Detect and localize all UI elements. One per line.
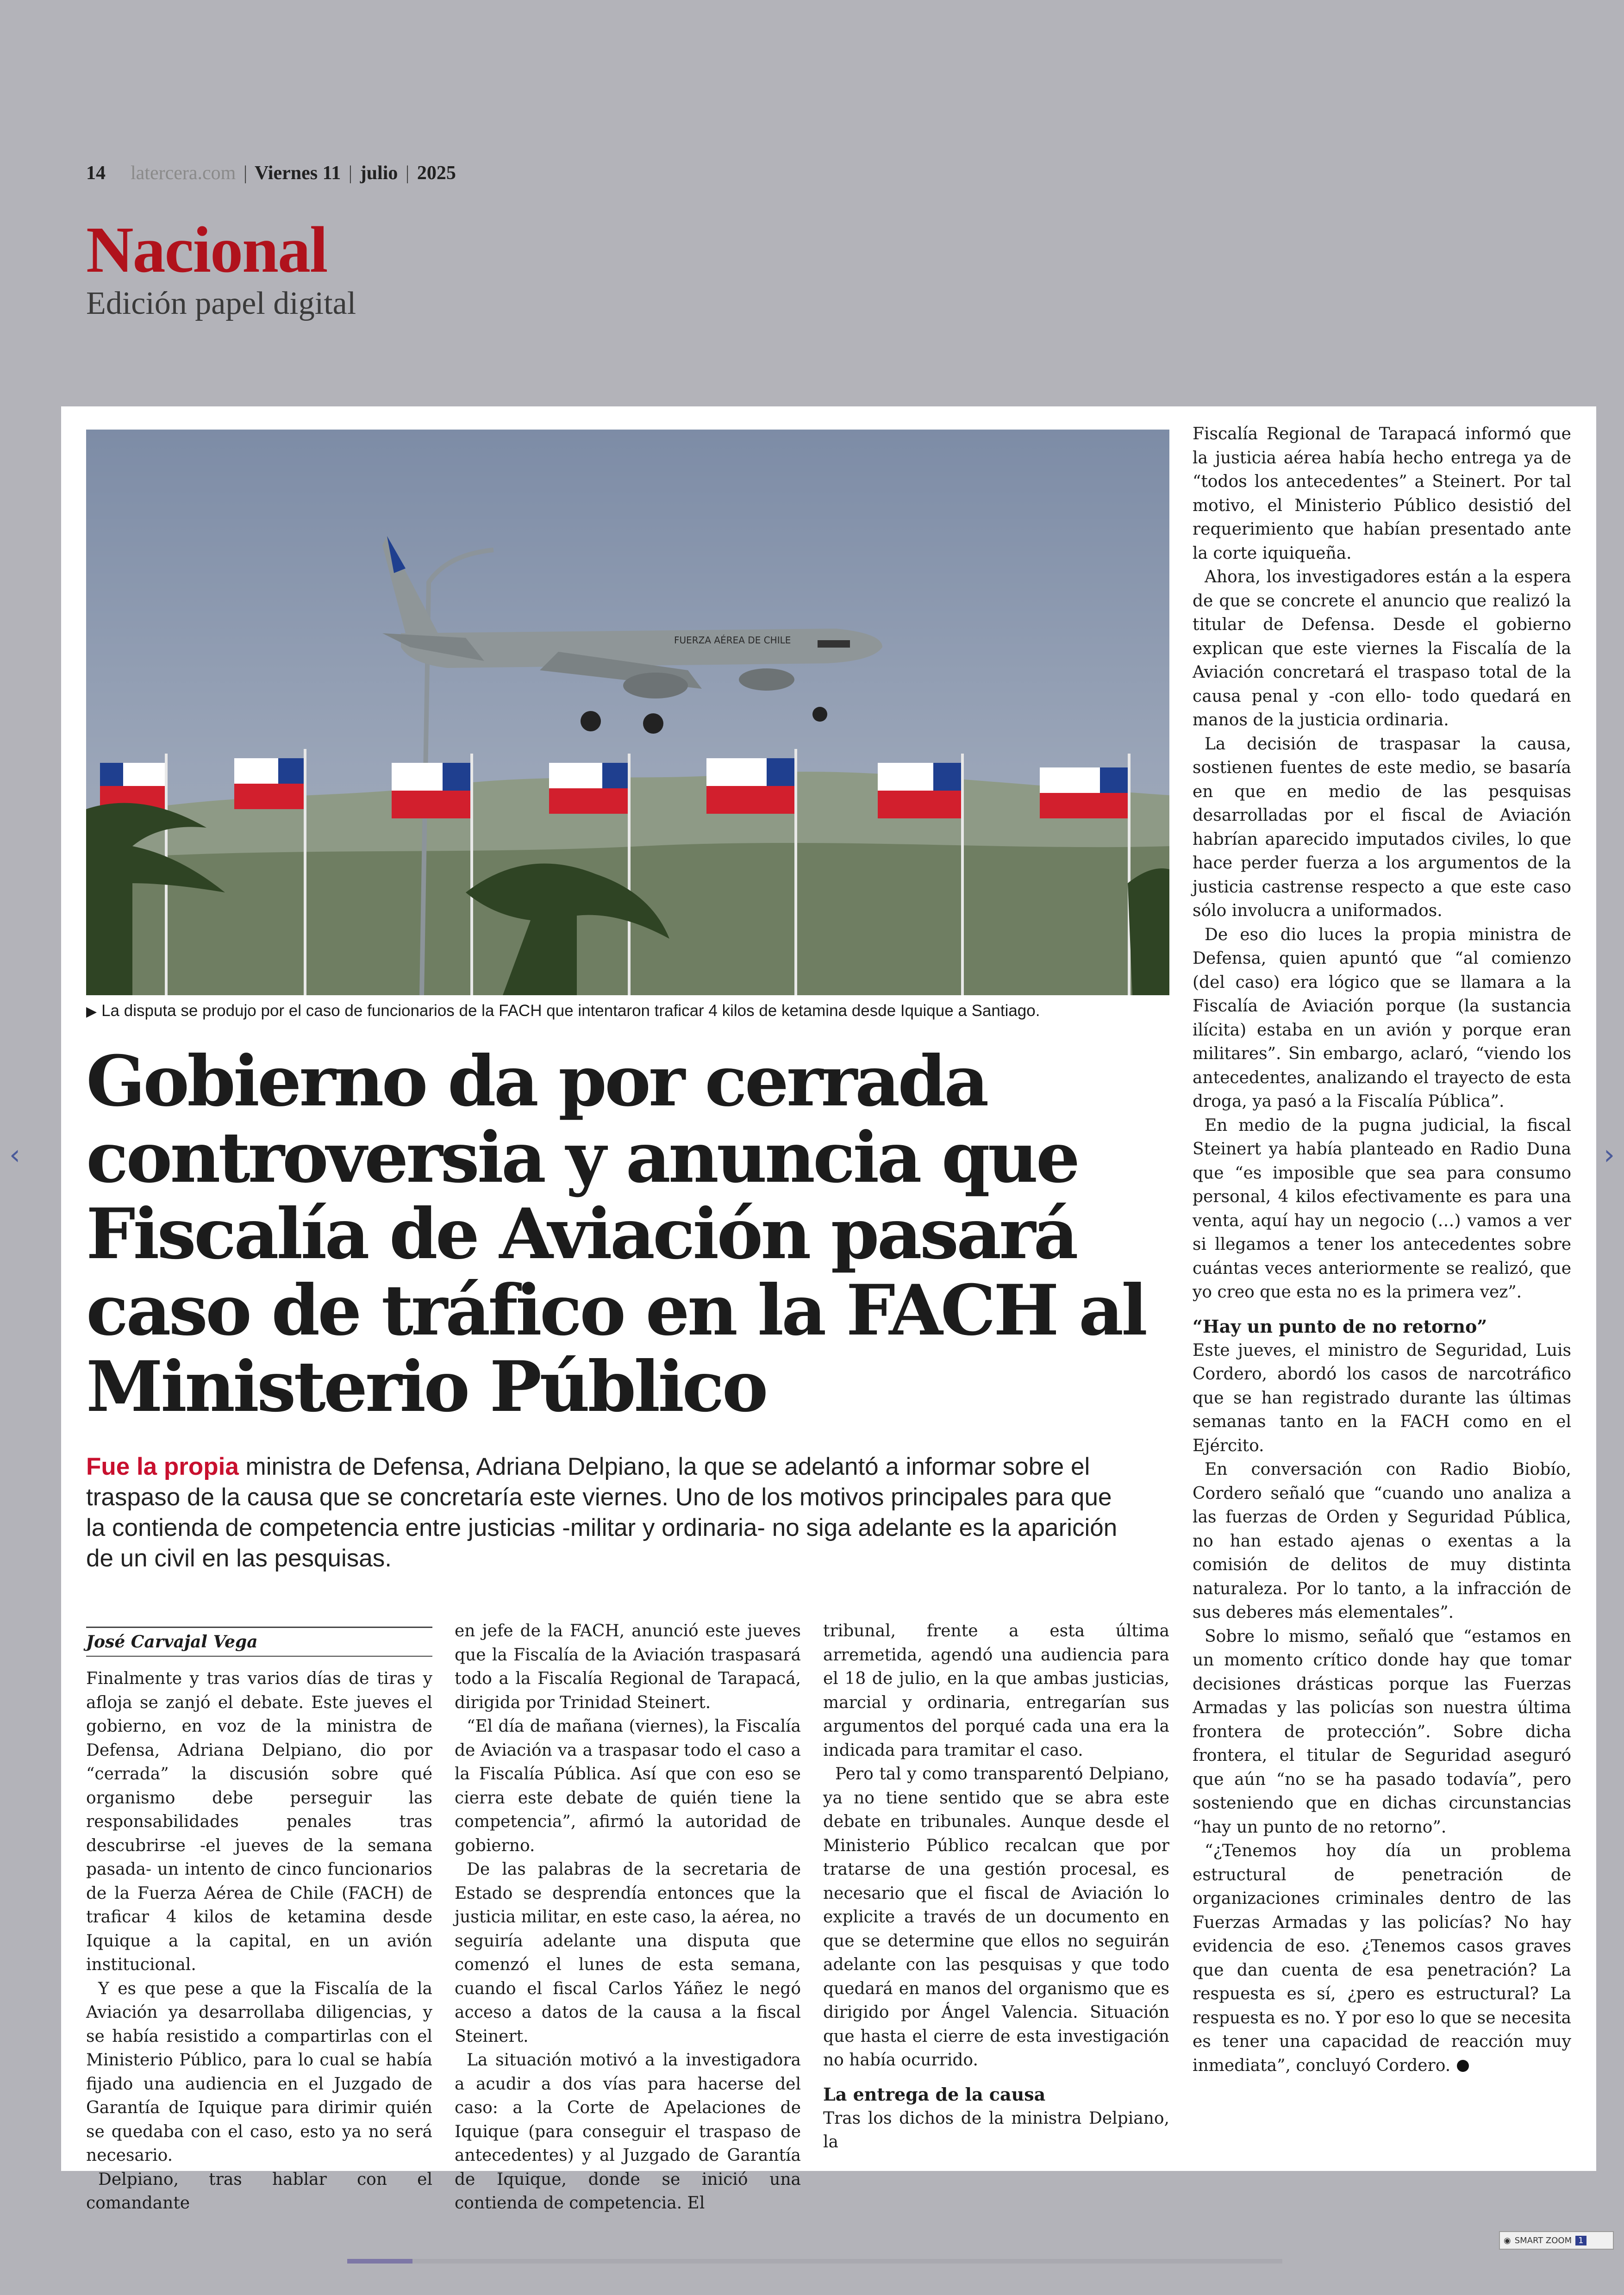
- smart-zoom-button[interactable]: [1499, 2231, 1614, 2250]
- subheading: “Hay un punto de no retorno”: [1193, 1316, 1487, 1337]
- paragraph: Finalmente y tras varios días de tiras y afloja se zanjó el debate. Este jueves el gobierno, en voz de la ministra de Defensa, Adriana Delpiano, dio por “cerrada” la discusión sobre qué organismo debe perseguir las responsabilidades penales tras descubrirse -el jueves de la semana pasada- un intento de cinco funcionarios de la Fuerza Aérea de Chile (FACH) de traficar 4 kilos de ketamina desde Iquique a la capital, en un avión institucional.: [86, 1669, 432, 1974]
- byline: José Carvajal Vega: [86, 1627, 432, 1657]
- paragraph: En medio de la pugna judicial, la fiscal Steinert ya había planteado en Radio Duna que “es imposible que sea para consumo personal, 4 kilos efectivamente es para una venta, aquí hay un negocio (…) vamos a ver si llegamos a tener los antecedentes sobre cuántas veces anteriormente se realizó, que yo creo que esta no es la primera vez”.: [1193, 1116, 1571, 1302]
- edition-label: Edición papel digital: [86, 286, 356, 321]
- paragraph: La situación motivó a la investigadora a acudir a dos vías para hacerse del caso: a la Corte de Apelaciones de Iquique (para conseguir el traspaso de antecedentes) y al Juzgado de Garantía de Iquique, donde se inició una contienda de competencia. El: [455, 2051, 801, 2213]
- article-photo: [86, 430, 1169, 995]
- zoom-level-badge: 1: [1575, 2236, 1586, 2245]
- article-column-3: [823, 1619, 1169, 2154]
- newspaper-page: [61, 406, 1596, 2213]
- paragraph: en jefe de la FACH, anunció este jueves que la Fiscalía de la Aviación traspasará todo a la Fiscalía Regional de Tarapacá, dirigida por Trinidad Steinert.: [455, 1621, 801, 1712]
- weekday: Viernes 11: [255, 162, 341, 184]
- caption-arrow-icon: ▶: [86, 1004, 97, 1019]
- paragraph: La decisión de traspasar la causa, sostienen fuentes de este medio, se basaría en que en medio de las pesquisas desarrolladas por el fiscal de Aviación habrían aparecido imputados civiles, lo que hace perder fuerza a los argumentos de la justicia castrense respecto a que este caso sólo involucra a uniformados.: [1193, 734, 1571, 920]
- paragraph: Y es que pese a que la Fiscalía de la Aviación ya desarrollaba diligencias, y se había resistido a compartirlas con el Ministerio Público, para lo cual se había fijado una audiencia en el Juzgado de Garantía de Iquique para dirimir quién se quedaba con el caso, esto ya no será necesario.: [86, 1979, 432, 2165]
- month: julio: [360, 162, 398, 184]
- final-paragraph-text: “¿Tenemos hoy día un problema estructural de penetración de organizaciones criminales dentro de las Fuerzas Armadas y las policías? No hay evidencia de eso. ¿Tenemos casos graves que dan cuenta de esa penetración? La respuesta es sí, ¿pero es estructural? La respuesta es no. Y por eso lo que se necesita es tener una capacidad de reacción muy inmediata”, concluyó Cordero.: [1193, 1841, 1571, 2075]
- page-progress-bar[interactable]: [347, 2259, 1282, 2264]
- paragraph: Delpiano, tras hablar con el comandante: [86, 2170, 432, 2213]
- section-title: Nacional: [86, 213, 327, 286]
- paragraph: Este jueves, el ministro de Seguridad, Luis Cordero, abordó los casos de narcotráfico que se han registrado durante las últimas semanas tanto en la FACH como en el Ejército.: [1193, 1341, 1571, 1455]
- page-number: 14: [86, 162, 106, 184]
- next-page-button[interactable]: ›: [1604, 1139, 1615, 1171]
- smart-zoom-label: SMART ZOOM: [1514, 2235, 1572, 2245]
- dateline: 14 latercera.com | Viernes 11 | julio | 2025: [86, 162, 456, 184]
- lead-text: ministra de Defensa, Adriana Delpiano, la que se adelantó a informar sobre el traspaso de la causa que se concretaría este viernes. Uno de los motivos principales para que la contienda de competencia entre justicias -militar y ordinaria- no siga adelante es la aparición de un civil en las pesquisas.: [86, 1453, 1118, 1572]
- masthead: [86, 162, 456, 322]
- subheading: La entrega de la causa: [823, 2083, 1046, 2105]
- paragraph: tribunal, frente a esta última arremetida, agendó una audiencia para el 18 de julio, en la que ambas justicias, marcial y ordinaria, entregarían sus argumentos del porqué cada una era la indicada para tramitar el caso.: [823, 1621, 1169, 1760]
- paragraph: [1193, 1839, 1571, 2077]
- article-column-2: [455, 1619, 801, 2215]
- paragraph: Fiscalía Regional de Tarapacá informó que la justicia aérea había hecho entrega ya de “todos los antecedentes” a Steinert. Por tal motivo, el Ministerio Público desistió del requerimiento que habían presentado ante la corte iquiqueña.: [1193, 424, 1571, 563]
- lead-paragraph: [86, 1452, 1123, 1574]
- headline: Gobierno da por cerrada controversia y anuncia que Fiscalía de Aviación pasará caso de tráfico en la FACH al Ministerio Público: [86, 1041, 1146, 1428]
- previous-page-button[interactable]: ‹: [9, 1139, 20, 1171]
- caption-text: La disputa se produjo por el caso de funcionarios de la FACH que intentaron traficar 4 kilos de ketamina desde Iquique a Santiago.: [101, 1002, 1040, 1020]
- paragraph: Tras los dichos de la ministra Delpiano, la: [823, 2108, 1169, 2152]
- paragraph: Pero tal y como transparentó Delpiano, ya no tiene sentido que se abra este debate en tribunales. Aunque desde el Ministerio Público recalcan que por tratarse de una gestión procesal, es necesario que el fiscal de Aviación lo explicite a través de un documento en que se determine que ellos no seguirán adelante con las pesquisas y que todo quedará en manos del organismo que es dirigido por Ángel Valencia. Situación que hasta el cierre de esta investigación no había ocurrido.: [823, 1765, 1169, 2070]
- paragraph: De eso dio luces la propia ministra de Defensa, quien apuntó que “al comienzo (del caso) era lógico que se llamara a la Fiscalía de Aviación porque (la sustancia ilícita) estaba en un avión y porque eran militares”. Sin embargo, aclaró, “viendo los antecedentes, analizando el trayecto de esta droga, ya pasó a la Fiscalía Pública”.: [1193, 925, 1571, 1111]
- paragraph: Sobre lo mismo, señaló que “estamos en un momento crítico donde hay que tomar decisiones drásticas porque las Fuerzas Armadas y las policías son nuestra última frontera de protección”. Sobre dicha frontera, el titular de Seguridad aseguró que aún “no se ha pasado todavía”, pero sosteniendo que en dichas circunstancias “hay un punto de no retorno”.: [1193, 1627, 1571, 1837]
- fuselage-text: FUERZA AÉREA DE CHILE: [674, 635, 791, 646]
- site-name: latercera.com: [131, 162, 236, 184]
- paragraph: De las palabras de la secretaria de Estado se desprendía entonces que la justicia militar, en este caso, la aérea, no seguiría adelante una disputa que comenzó el lunes de esta semana, cuando el fiscal Carlos Yáñez le negó acceso a datos de la causa a la fiscal Steinert.: [455, 1860, 801, 2046]
- paragraph: Ahora, los investigadores están a la espera de que se concrete el anuncio que realizó la titular de Defensa. Desde el gobierno explican que este viernes la Fiscalía de la Aviación concretará el traspaso total de la causa penal y -con ello- todo quedará en manos de la justicia ordinaria.: [1193, 568, 1571, 730]
- lead-kicker: Fue la propia: [86, 1453, 239, 1480]
- end-mark-icon: [1457, 2060, 1469, 2072]
- eye-icon: ◉: [1504, 2235, 1511, 2245]
- photo-caption: [86, 1002, 1169, 1020]
- page-progress-fill: [347, 2259, 412, 2264]
- article-column-4: [1193, 422, 1571, 2077]
- article-column-1: [86, 1627, 432, 2215]
- paragraph: “El día de mañana (viernes), la Fiscalía de Aviación va a traspasar todo el caso a la Fiscalía Pública. Así que con eso se cierra este debate de quién tiene la competencia”, afirmó la autoridad de gobierno.: [455, 1717, 801, 1855]
- year: 2025: [417, 162, 456, 184]
- paragraph: En conversación con Radio Biobío, Cordero señaló que “cuando uno analiza a las fuerzas de Orden y Seguridad Pública, no han estado ajenas o exentas a la comisión de delitos de muy distinta naturaleza. Por lo tanto, a la infracción de sus deberes más elementales”.: [1193, 1460, 1571, 1622]
